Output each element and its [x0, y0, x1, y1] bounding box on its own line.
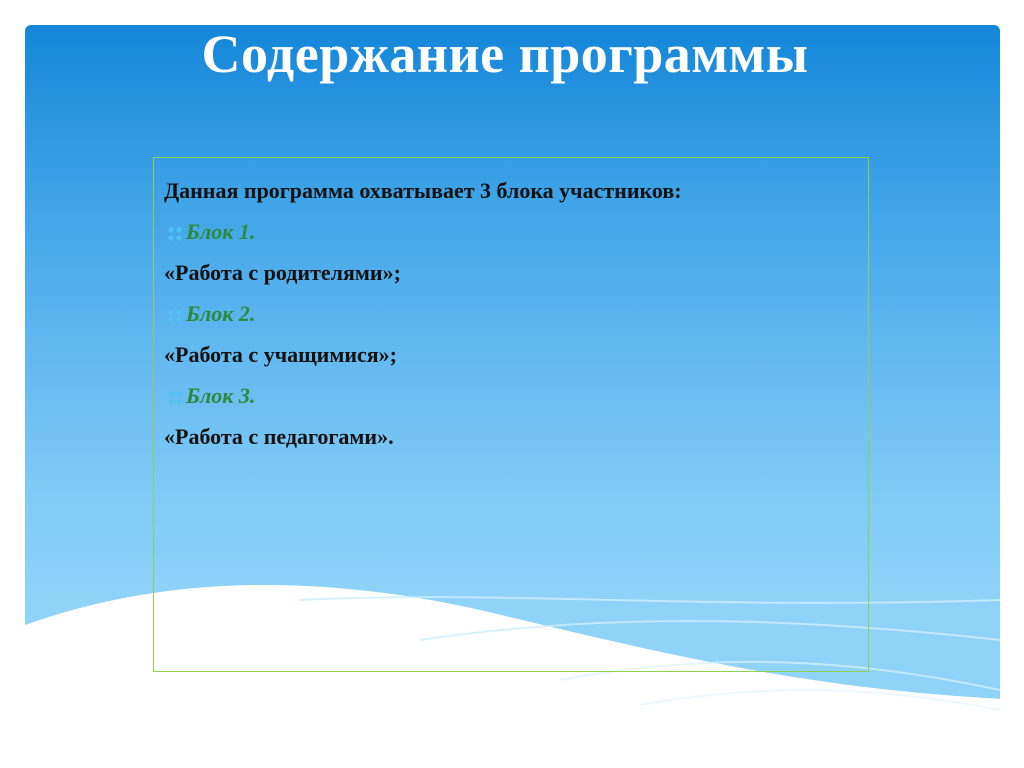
diamond-bullet-icon [164, 308, 186, 324]
block-1-label [164, 211, 858, 252]
block-1-name: Блок 1. [186, 219, 256, 244]
block-1-desc: «Работа с родителями»; [164, 260, 401, 285]
diamond-bullet-icon [164, 226, 186, 242]
block-3-label [164, 375, 858, 416]
block-2-desc: «Работа с учащимися»; [164, 342, 398, 367]
block-2-name: Блок 2. [186, 301, 256, 326]
block-3-desc: «Работа с педагогами». [164, 424, 394, 449]
block-3-name: Блок 3. [186, 383, 256, 408]
diamond-bullet-icon [164, 390, 186, 406]
content-box [153, 157, 869, 672]
intro-text: Данная программа охватывает 3 блока участников: [164, 178, 682, 203]
block-2-label [164, 293, 858, 334]
slide-title: Содержание программы [201, 24, 809, 84]
